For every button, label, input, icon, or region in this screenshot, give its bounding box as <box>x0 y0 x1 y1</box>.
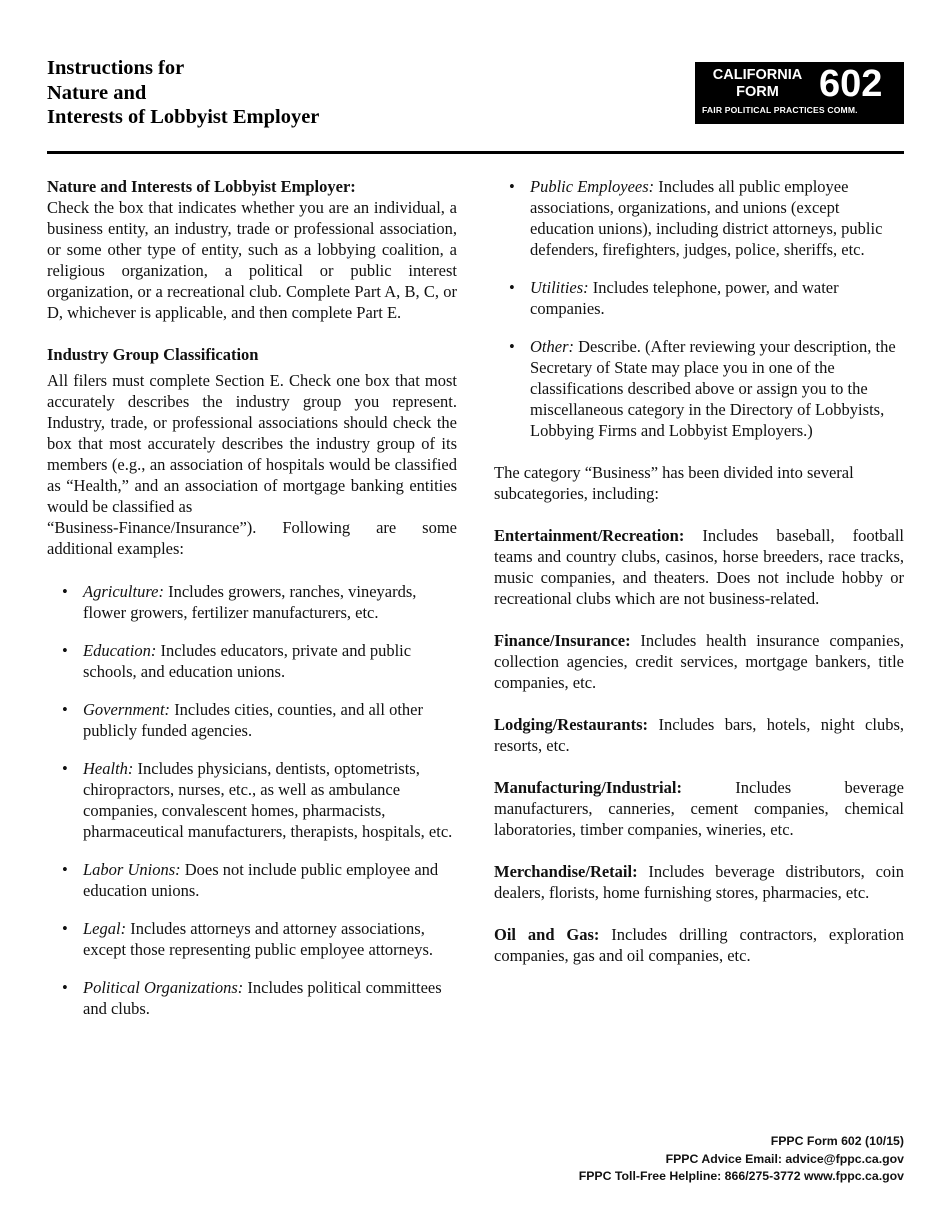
list-item: • Legal: Includes attorneys and attorney associations, except those representing public employee attorneys. <box>62 919 434 959</box>
page-title <box>47 56 319 130</box>
subcategory-oil-gas: Oil and Gas: Includes drilling contractors, exploration companies, gas and oil companies, etc. <box>494 925 904 965</box>
form-badge <box>695 62 904 124</box>
page-footer <box>579 1133 904 1186</box>
bullet-icon: • <box>509 337 515 356</box>
title-line: Nature and <box>47 81 147 104</box>
industry-body-continued: “Business-Finance/Insurance”). Following are some additional examples: <box>47 518 457 558</box>
bullet-icon: • <box>62 759 68 778</box>
nature-body: Check the box that indicates whether you are an individual, a business entity, an industry, trade or professional association, or some other type of entity, such as a lobbying coalition, a religious organization, a political or public interest organization, or a recreational club. Complete Part A, B, C, or D, whichever is applicable, and then complete Part E. <box>47 198 457 322</box>
list-item: • Agriculture: Includes growers, ranches, vineyards, flower growers, fertilizer manufacturers, etc. <box>62 582 417 622</box>
subcategory-merchandise: Merchandise/Retail: Includes beverage distributors, coin dealers, florists, home furnishing stores, pharmacies, etc. <box>494 862 905 902</box>
form-badge-state: CALIFORNIA FORM <box>712 67 803 100</box>
list-item: • Health: Includes physicians, dentists, optometrists, chiropractors, nurses, etc., as well as ambulance companies, convalescent homes, pharmacists, pharmaceutical manufacturers, therapists, hospitals, etc. <box>62 759 453 841</box>
form-badge-commission: FAIR POLITICAL PRACTICES COMM. <box>702 105 858 115</box>
header-divider <box>47 151 904 154</box>
list-item: • Education: Includes educators, private and public schools, and education unions. <box>62 641 412 681</box>
left-column <box>47 176 457 1036</box>
footer-helpline: FPPC Toll-Free Helpline: 866/275-3772 www.fppc.ca.gov <box>578 1169 904 1183</box>
list-item: • Labor Unions: Does not include public employee and education unions. <box>62 860 439 900</box>
list-item: • Government: Includes cities, counties, and all other publicly funded agencies. <box>62 700 423 740</box>
bullet-icon: • <box>509 278 515 297</box>
footer-advice-email: FPPC Advice Email: advice@fppc.ca.gov <box>665 1151 904 1166</box>
list-item: • Other: Describe. (After reviewing your description, the Secretary of State may place you in one of the classifications described above or assign you to the miscellaneous category in the Directory of Lobbyists, Lobbying Firms and Lobbyist Employers.) <box>509 337 896 440</box>
subcategory-entertainment: Entertainment/Recreation: Includes baseball, football teams and country clubs, casinos, horse breeders, race tracks, music companies, and theaters. Does not include hobby or recreational clubs which are not business-related. <box>494 526 905 608</box>
industry-body: All filers must complete Section E. Check one box that most accurately describes the industry group you represent. Industry, trade, or professional associations should check the box that most accurately describes the industry group of its members (e.g., an association of hospitals would be classified as “Health,” and an association of mortgage banking entities would be classified as <box>47 371 457 516</box>
subcategory-lodging: Lodging/Restaurants: Includes bars, hotels, night clubs, resorts, etc. <box>494 715 905 755</box>
subcategory-finance: Finance/Insurance: Includes health insurance companies, collection agencies, credit services, mortgage bankers, title companies, etc. <box>494 631 905 692</box>
bullet-icon: • <box>62 860 68 879</box>
bullet-icon: • <box>62 700 68 719</box>
bullet-icon: • <box>62 641 68 660</box>
bullet-icon: • <box>509 177 515 196</box>
form-number: 602 <box>819 63 883 105</box>
subcategory-manufacturing: Manufacturing/Industrial: Includes beverage manufacturers, canneries, cement companies, chemical laboratories, timber companies, wineries, etc. <box>494 778 904 839</box>
bullet-icon: • <box>62 582 68 601</box>
industry-examples-right <box>494 176 904 441</box>
bullet-icon: • <box>62 978 68 997</box>
industry-examples-left <box>47 581 457 1019</box>
nature-heading: Nature and Interests of Lobbyist Employer: <box>47 177 356 196</box>
footer-form-version: FPPC Form 602 (10/15) <box>770 1134 904 1148</box>
list-item: • Public Employees: Includes all public employee associations, organizations, and unions (except education unions), including district attorneys, public defenders, firefighters, judges, police, sheriffs, etc. <box>509 177 883 259</box>
right-column <box>494 176 904 966</box>
list-item: • Political Organizations: Includes political committees and clubs. <box>62 978 442 1018</box>
title-line: Interests of Lobbyist Employer <box>47 106 320 128</box>
list-item: • Utilities: Includes telephone, power, and water companies. <box>509 278 839 318</box>
industry-heading: Industry Group Classification <box>47 345 259 364</box>
business-intro: The category “Business” has been divided into several subcategories, including: <box>494 463 854 503</box>
bullet-icon: • <box>62 919 68 938</box>
title-line: Instructions for <box>47 57 185 79</box>
